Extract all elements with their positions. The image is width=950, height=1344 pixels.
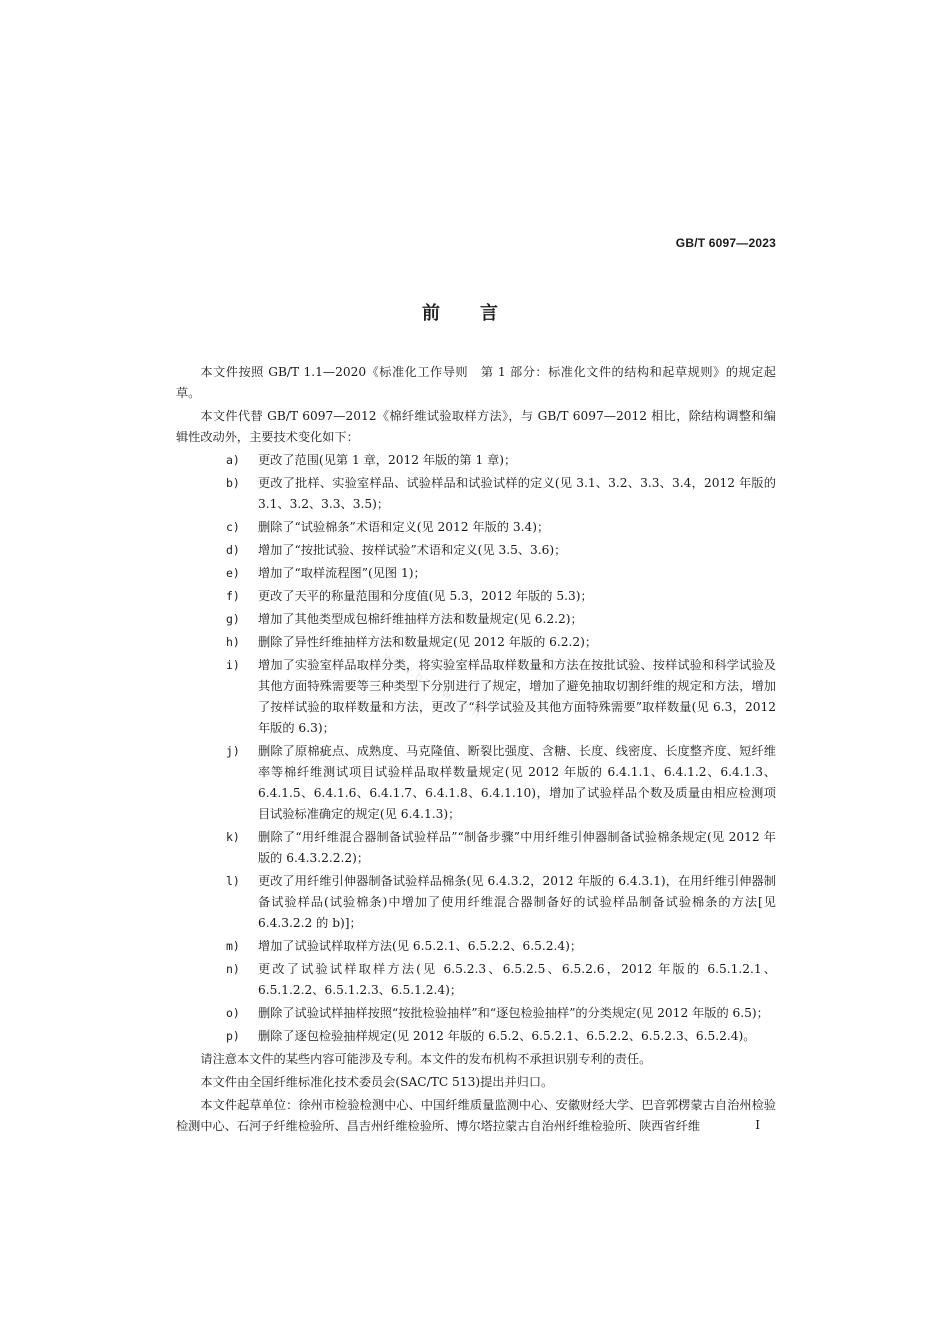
change-item <box>176 936 776 957</box>
change-item-text: 更改了批样、实验室样品、试验样品和试验试样的定义(见 3.1、3.2、3.3、3.4，2012 年版的 3.1、3.2、3.3、3.5)； <box>258 476 776 511</box>
change-item-text: 增加了试验试样取样方法(见 6.5.2.1、6.5.2.2、6.5.2.4)； <box>258 939 583 953</box>
change-item <box>176 586 776 607</box>
change-item <box>176 871 776 934</box>
change-item-text: 增加了“取样流程图”(见图 1)； <box>258 566 426 580</box>
change-list <box>176 450 776 1047</box>
change-item-marker: d) <box>226 543 240 557</box>
change-item-marker: a) <box>226 453 240 467</box>
change-item-text: 更改了用纤维引伸器制备试验样品棉条(见 6.4.3.2，2012 年版的 6.4.3.1)，在用纤维引伸器制备试验样品(试验棉条)中增加了使用纤维混合器制备好的试验样品制备试验棉条的方法[见 6.4.3.2.2 的 b)]； <box>258 874 776 930</box>
change-item-marker: p) <box>226 1029 240 1043</box>
change-item-text: 删除了“用纤维混合器制备试验样品”“制备步骤”中用纤维引伸器制备试验棉条规定(见 2012 年版的 6.4.3.2.2.2)； <box>258 830 776 865</box>
change-item-marker: g) <box>226 612 240 626</box>
change-item-marker: m) <box>226 939 240 953</box>
change-item-marker: h) <box>226 635 240 649</box>
drafters-paragraph: 本文件起草单位：徐州市检验检测中心、中国纤维质量监测中心、安徽财经大学、巴音郭楞蒙古自治州检验检测中心、石河子纤维检验所、昌吉州纤维检验所、博尔塔拉蒙古自治州纤维检验所、陕西省纤维 <box>176 1098 776 1133</box>
change-item-marker: i) <box>226 658 240 672</box>
change-item-text: 删除了试验试样抽样按照“按批检验抽样”和“逐包检验抽样”的分类规定(见 2012 年版的 6.5)； <box>258 1006 769 1020</box>
change-item-text: 删除了原棉疵点、成熟度、马克隆值、断裂比强度、含糖、长度、线密度、长度整齐度、短纤维率等棉纤维测试项目试验样品取样数量规定(见 2012 年版的 6.4.1.1、6.4.1.2、6.4.1.3、6.4.1.5、6.4.1.6、6.4.1.7、6.4.1.8、6.4.1.10)，增加了试验样品个数及质量由相应检测项目试验标准确定的规定(见 6.4.1.3)； <box>258 744 776 821</box>
change-item-marker: o) <box>226 1006 240 1020</box>
change-item-text: 增加了“按批试验、按样试验”术语和定义(见 3.5、3.6)； <box>258 543 567 557</box>
change-item-text: 增加了其他类型成包棉纤维抽样方法和数量规定(见 6.2.2)； <box>258 612 583 626</box>
change-item <box>176 563 776 584</box>
change-item <box>176 517 776 538</box>
change-item-text: 更改了试验试样取样方法(见 6.5.2.3、6.5.2.5、6.5.2.6，2012 年版的 6.5.1.2.1、6.5.1.2.2、6.5.1.2.3、6.5.1.2.4)； <box>258 962 776 997</box>
change-item-text: 增加了实验室样品取样分类，将实验室样品取样数量和方法在按批试验、按样试验和科学试验及其他方面特殊需要等三种类型下分别进行了规定，增加了避免抽取切割纤维的规定和方法，增加了按样试验的取样数量和方法，更改了“科学试验及其他方面特殊需要”取样数量(见 6.3，2012 年版的 6.3)； <box>258 658 776 735</box>
change-item-marker: b) <box>226 476 240 490</box>
change-item-marker: f) <box>226 589 240 603</box>
change-item-text: 删除了“试验棉条”术语和定义(见 2012 年版的 3.4)； <box>258 520 550 534</box>
foreword-body <box>176 362 776 1139</box>
change-item <box>176 450 776 471</box>
change-item <box>176 473 776 515</box>
change-item-text: 删除了异性纤维抽样方法和数量规定(见 2012 年版的 6.2.2)； <box>258 635 598 649</box>
change-item <box>176 540 776 561</box>
change-item-marker: k) <box>226 830 240 844</box>
change-item-text: 删除了逐包检验抽样规定(见 2012 年版的 6.5.2、6.5.2.1、6.5.2.2、6.5.2.3、6.5.2.4)。 <box>258 1029 756 1043</box>
change-item <box>176 609 776 630</box>
change-item-marker: e) <box>226 566 240 580</box>
patent-notice: 请注意本文件的某些内容可能涉及专利。本文件的发布机构不承担识别专利的责任。 <box>200 1052 652 1066</box>
change-item-text: 更改了范围(见第 1 章，2012 年版的第 1 章)； <box>258 453 517 467</box>
change-item <box>176 741 776 825</box>
change-item-marker: n) <box>226 962 240 976</box>
standard-number: GB/T 6097—2023 <box>675 236 776 250</box>
watermark-text: www.bzfxw.com <box>381 650 485 722</box>
change-item <box>176 1003 776 1024</box>
change-item <box>176 959 776 1001</box>
change-item <box>176 1026 776 1047</box>
change-item <box>176 632 776 653</box>
change-item-marker: l) <box>226 874 240 888</box>
change-item <box>176 655 776 739</box>
change-item-marker: j) <box>226 744 240 758</box>
page-number: I <box>755 1118 760 1132</box>
page-title: 前言 <box>422 303 538 324</box>
change-item <box>176 827 776 869</box>
change-item-text: 更改了天平的称量范围和分度值(见 5.3，2012 年版的 5.3)； <box>258 589 593 603</box>
intro-paragraph: 本文件按照 GB/T 1.1—2020《标准化工作导则 第 1 部分：标准化文件的结构和起草规则》的规定起草。 <box>176 365 776 400</box>
change-item-marker: c) <box>226 520 240 534</box>
intro-paragraph: 本文件代替 GB/T 6097—2012《棉纤维试验取样方法》，与 GB/T 6097—2012 相比，除结构调整和编辑性改动外，主要技术变化如下： <box>176 409 776 444</box>
proposer-paragraph: 本文件由全国纤维标准化技术委员会(SAC/TC 513)提出并归口。 <box>200 1075 554 1089</box>
